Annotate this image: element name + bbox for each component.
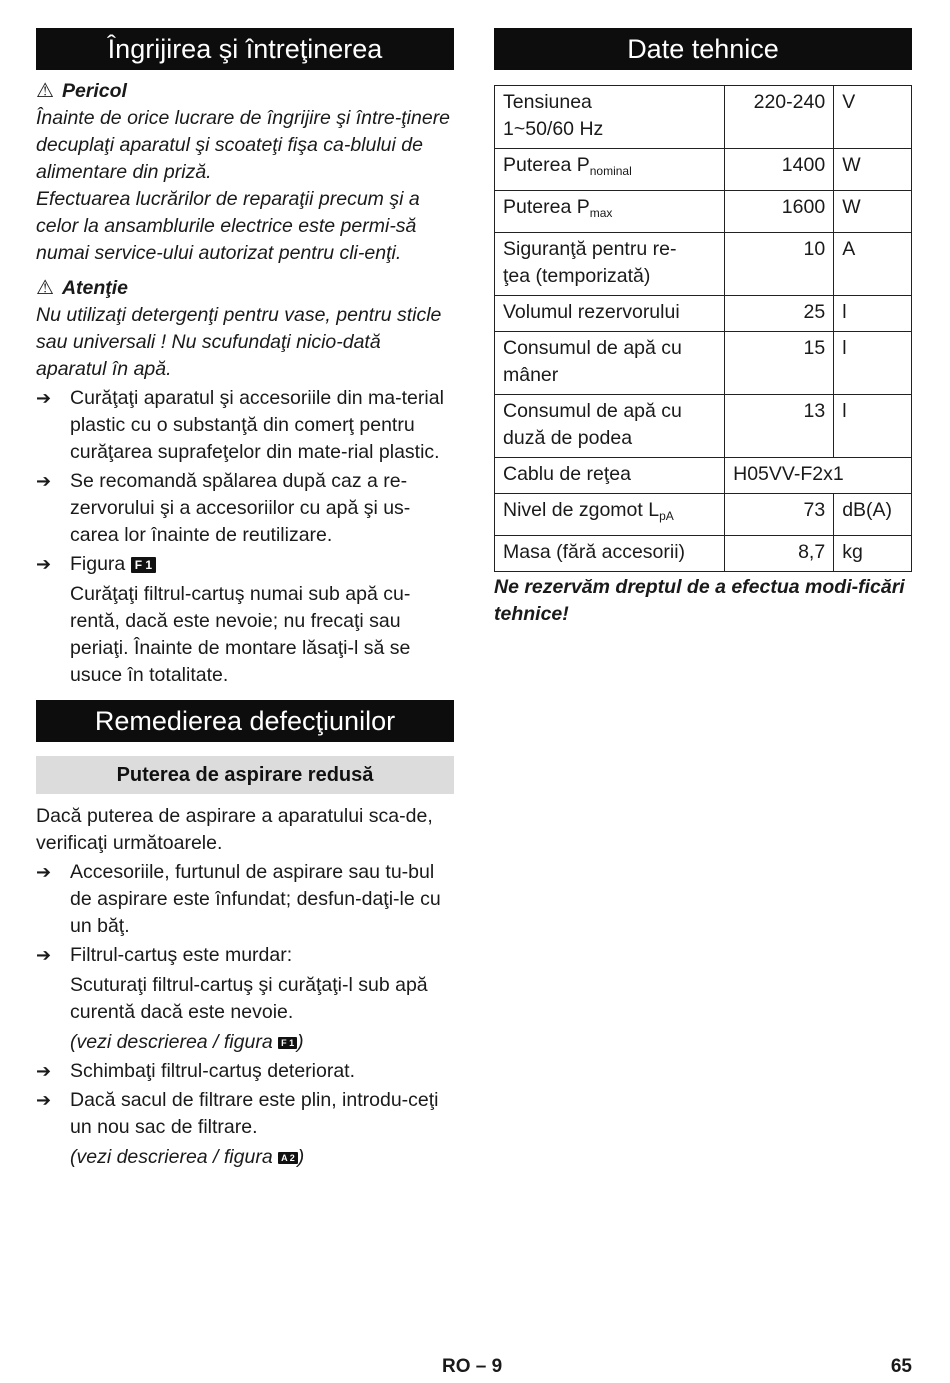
table-cell-unit: dB(A) (834, 494, 912, 536)
table-cell-label: Consumul de apă cu mâner (495, 332, 725, 395)
table-cell-label: Siguranţă pentru re- ţea (temporizată) (495, 233, 725, 296)
table-cell-value: 10 (725, 233, 834, 296)
table-row (495, 458, 912, 494)
table-cell-unit: l (834, 332, 912, 395)
table-row (495, 86, 912, 149)
arrow-right-icon: ➔ (36, 1090, 52, 1110)
arrow-right-icon: ➔ (36, 1061, 52, 1081)
arrow-right-icon: ➔ (36, 862, 52, 882)
reference-prefix: (vezi descrierea / figura (70, 1031, 273, 1053)
figure-reference (36, 1029, 454, 1056)
list-item-text: Filtrul-cartuş este murdar: (70, 944, 293, 966)
table-cell-value: H05VV-F2x1 (725, 458, 912, 494)
table-cell-value: 13 (725, 395, 834, 458)
attention-heading (36, 275, 454, 302)
warning-triangle-icon: ⚠ (36, 80, 54, 102)
filter-text: Scuturaţi filtrul-cartuş şi curăţaţi-l sub apă curentă dacă este nevoie. (70, 974, 428, 1023)
list-item (36, 942, 454, 969)
figure-reference (36, 1144, 454, 1171)
table-cell-value: 8,7 (725, 536, 834, 572)
list-item-text: Se recomandă spălarea după caz a re-zervorului şi a accesoriilor cu apă şi us-carea lor înainte de reutilizare. (70, 470, 411, 546)
reference-prefix: (vezi descrierea / figura (70, 1146, 273, 1168)
table-row (495, 494, 912, 536)
figure-badge: A 2 (278, 1152, 298, 1164)
attention-label: Atenţie (61, 277, 129, 299)
table-cell-label: Tensiunea 1~50/60 Hz (495, 86, 725, 149)
table-row (495, 296, 912, 332)
list-item-text (70, 551, 454, 578)
table-cell-label: Puterea $P_{nominal}$ (495, 149, 725, 191)
table-row (495, 149, 912, 191)
list-item-text: Accesoriile, furtunul de aspirare sau tu-bul de aspirare este înfundat; desfun-daţi-le cu un băţ. (70, 861, 441, 937)
danger-heading (36, 78, 454, 105)
reference-suffix: ) (297, 1031, 304, 1053)
reference-suffix: ) (297, 1146, 305, 1168)
figure-label: Figura (70, 553, 126, 575)
technical-changes-note: Ne rezervăm dreptul de a efectua modi-ficări tehnice! (494, 576, 905, 625)
table-cell-value: 1400 (725, 149, 834, 191)
table-cell-unit: W (834, 191, 912, 233)
table-cell-value: 25 (725, 296, 834, 332)
list-item (36, 1087, 454, 1141)
table-cell-value: 73 (725, 494, 834, 536)
table-row (495, 191, 912, 233)
table-cell-unit: kg (834, 536, 912, 572)
attention-text: Nu utilizaţi detergenţi pentru vase, pentru sticle sau universali ! Nu scufundaţi nicio-dată aparatul în apă. (36, 304, 442, 380)
fault-intro: Dacă puterea de aspirare a aparatului sca-de, verificaţi următoarele. (36, 805, 433, 854)
table-cell-unit: V (834, 86, 912, 149)
danger-label: Pericol (61, 80, 127, 102)
list-item (36, 551, 454, 578)
figure-text: Curăţaţi filtrul-cartuş numai sub apă cu-rentă, dacă este nevoie; nu frecaţi sau periaţi. Înainte de montare lăsaţi-l să se usuce în totalitate. (70, 583, 411, 686)
table-cell-value: 220-240 (725, 86, 834, 149)
arrow-right-icon: ➔ (36, 945, 52, 965)
table-cell-value: 15 (725, 332, 834, 395)
footer-section-code: RO – 9 (442, 1356, 503, 1377)
arrow-right-icon: ➔ (36, 388, 52, 408)
arrow-right-icon: ➔ (36, 471, 52, 491)
table-row (495, 233, 912, 296)
arrow-right-icon: ➔ (36, 554, 52, 574)
care-section-title: Îngrijirea şi întreţinerea (36, 28, 454, 70)
figure-badge: F 1 (131, 557, 156, 573)
table-cell-value: 1600 (725, 191, 834, 233)
list-item (36, 1058, 454, 1085)
table-cell-label: Cablu de reţea (495, 458, 725, 494)
list-item-text: Curăţaţi aparatul şi accesoriile din ma-terial plastic cu o substanţă din comerţ pentru curăţarea suprafeţelor din mate-rial plastic. (70, 387, 444, 463)
warning-triangle-icon: ⚠ (36, 277, 54, 299)
right-column (494, 28, 912, 628)
list-item (36, 385, 454, 466)
table-row (495, 395, 912, 458)
tech-section-title: Date tehnice (494, 28, 912, 70)
table-cell-unit: l (834, 296, 912, 332)
table-cell-label: Puterea $P_{max}$ (495, 191, 725, 233)
left-column (36, 28, 454, 1171)
table-cell-label: Consumul de apă cu duză de podea (495, 395, 725, 458)
fault-section-title: Remedierea defecţiunilor (36, 700, 454, 742)
table-cell-label: Masa (fără accesorii) (495, 536, 725, 572)
table-row (495, 332, 912, 395)
table-cell-unit: A (834, 233, 912, 296)
list-item-text: Schimbaţi filtrul-cartuş deteriorat. (70, 1060, 356, 1082)
table-cell-unit: W (834, 149, 912, 191)
figure-badge: F 1 (278, 1037, 297, 1049)
fault-subsection-title: Puterea de aspirare redusă (36, 756, 454, 794)
danger-text: Înainte de orice lucrare de îngrijire şi între-ţinere decuplaţi aparatul şi scoateţi fişa ca-blului de alimentare din priză. (36, 107, 451, 183)
list-item-text: Dacă sacul de filtrare este plin, introdu-ceţi un nou sac de filtrare. (70, 1089, 439, 1138)
repair-text: Efectuarea lucrărilor de reparaţii precum şi a celor la ansamblurile electrice este permi-să numai service-ului autorizat pentru cli-enţi. (36, 188, 420, 264)
table-cell-label: Nivel de zgomot $L_{pA}$ (495, 494, 725, 536)
table-cell-unit: l (834, 395, 912, 458)
table-row (495, 536, 912, 572)
tech-data-table (494, 85, 912, 572)
page-number: 65 (890, 1356, 912, 1377)
table-cell-label: Volumul rezervorului (495, 296, 725, 332)
list-item (36, 468, 454, 549)
list-item (36, 859, 454, 940)
